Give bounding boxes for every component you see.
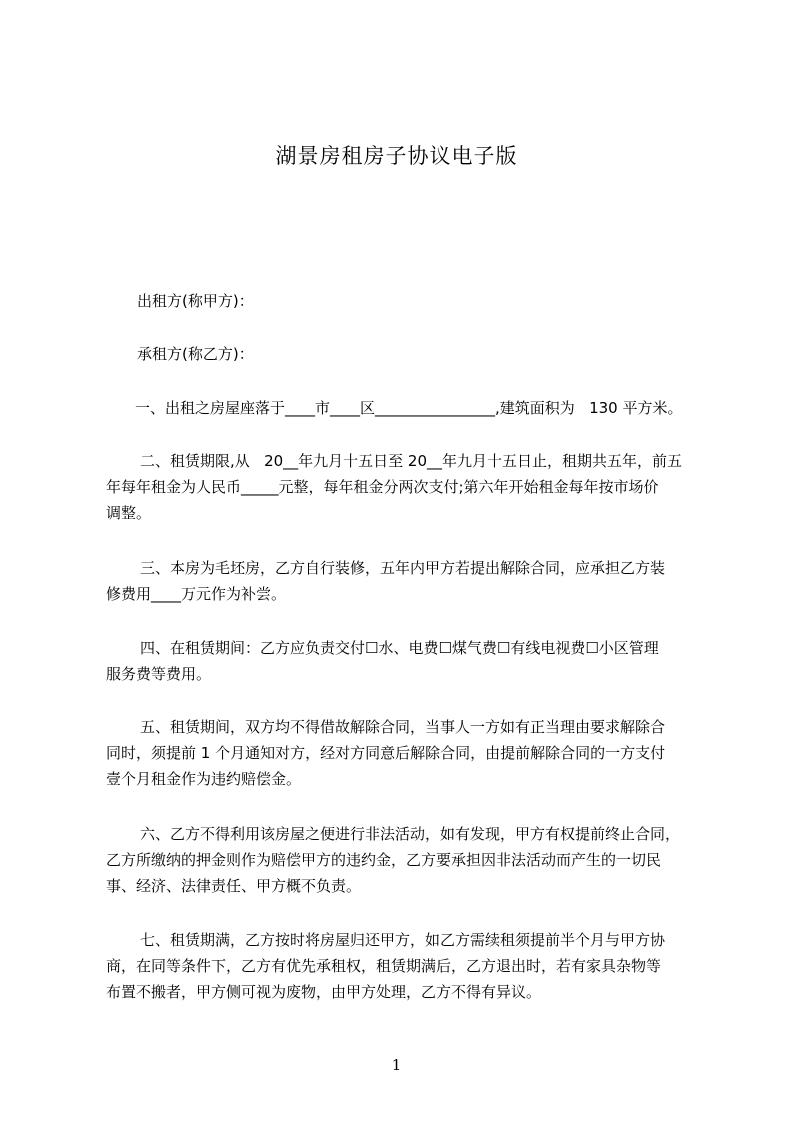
clause-1-line-1: 一、出租之房屋座落于____市____区________________,建筑面积为 130 平方米。 <box>135 399 683 417</box>
clause-3-line-2: 修费用____万元作为补尝。 <box>106 585 287 603</box>
clause-3-line-1: 三、本房为毛坯房，乙方自行装修，五年内甲方若提出解除合同，应承担乙方装 <box>140 559 666 577</box>
clause-6-line-3: 事、经济、法律责任、甲方概不负责。 <box>106 877 362 895</box>
clause-2-line-3: 调整。 <box>106 504 152 522</box>
page-number: 1 <box>391 1056 402 1074</box>
lessee-line: 承租方(称乙方)： <box>137 345 254 363</box>
clause-5-line-1: 五、租赁期间，双方均不得借故解除合同，当事人一方如有正当理由要求解除合 <box>140 718 666 736</box>
clause-7-line-3: 布置不搬者，甲方侧可视为废物，由甲方处理，乙方不得有异议。 <box>106 983 542 1001</box>
clause-2-line-1: 二、租赁期限,从 20__年九月十五日至 20__年九月十五日止，租期共五年，前五 <box>140 452 683 470</box>
clause-4-line-1: 四、在租赁期间：乙方应负责交付☐水、电费☐煤气费☐有线电视费☐小区管理 <box>140 639 659 657</box>
clause-5-line-2: 同时，须提前 1 个月通知对方，经对方同意后解除合同，由提前解除合同的一方支付 <box>106 744 666 762</box>
clause-2-line-2: 年每年租金为人民币_____元整，每年租金分两次支付;第六年开始租金每年按市场价 <box>106 478 659 496</box>
clause-4-line-2: 服务费等费用。 <box>106 665 212 683</box>
clause-5-line-3: 壹个月租金作为违约赔偿金。 <box>106 770 302 788</box>
clause-7-line-2: 商，在同等条件下，乙方有优先承租权，租赁期满后，乙方退出时，若有家具杂物等 <box>106 957 662 975</box>
document-title: 湖景房租房子协议电子版 <box>275 144 518 168</box>
clause-7-line-1: 七、租赁期满，乙方按时将房屋归还甲方，如乙方需续租须提前半个月与甲方协 <box>140 931 666 949</box>
clause-6-line-1: 六、乙方不得利用该房屋之便进行非法活动，如有发现，甲方有权提前终止合同， <box>140 825 681 843</box>
lessor-line: 出租方(称甲方)： <box>137 292 254 310</box>
clause-6-line-2: 乙方所缴纳的押金则作为赔偿甲方的违约金，乙方要承担因非法活动而产生的一切民 <box>106 851 662 869</box>
